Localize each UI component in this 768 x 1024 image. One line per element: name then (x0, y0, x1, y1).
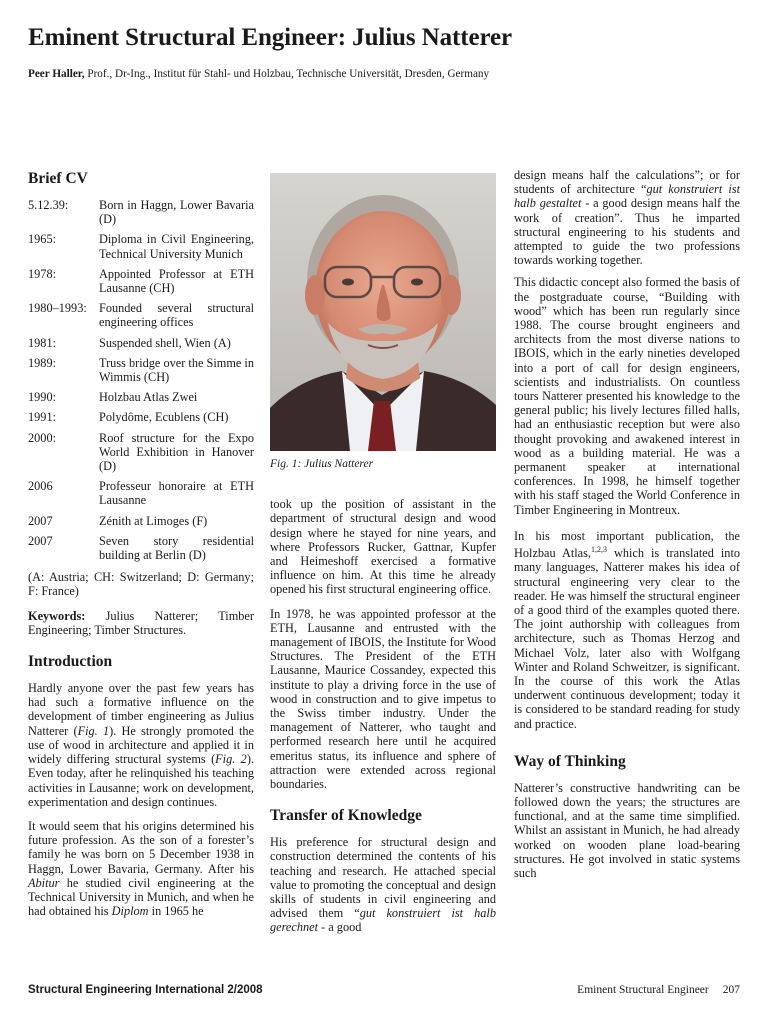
reference-superscript: 1,2,3 (590, 545, 607, 555)
right-paragraph-2: This didactic concept also formed the basis of the postgraduate course, “Building with wood” which has been run regularly since 1988. The course brought engineers and architects from the most diverse nations to IBOIS, which in the early nineties developed into a port of call for design engineers, scientists and industrialists. On countless tours Natterer presented his knowledge to the general public; his lively lectures filled halls, had an enthusiastic reception but were also thought provoking and awakened interest in wood as a building material. He was a permanent speaker at international conferences. In 1998, he himself together with his staff staged the World Conference in Timber Engineering in Montreux. (514, 275, 740, 517)
cv-event: Truss bridge over the Simme in Wimmis (CH) (99, 355, 254, 385)
cv-abbreviations: (A: Austria; CH: Switzerland; D: Germany; F: France) (28, 570, 254, 599)
cv-year: 5.12.39: (28, 198, 69, 212)
cv-entry (28, 336, 254, 350)
middle-column (270, 173, 496, 942)
cv-year: 2000: (28, 430, 57, 445)
cv-entry (28, 198, 254, 226)
article-title: Eminent Structural Engineer: Julius Natterer (28, 24, 512, 51)
cv-year: 1990: (28, 390, 57, 405)
fig2-reference: Fig. 2 (215, 752, 247, 767)
middle-paragraph-2: In 1978, he was appointed professor at the ETH, Lausanne and entrusted with the management of IBOIS, the Institute for Wood Structures. The President of the ETH Lausanne, Maurice Cossandey, expected this institute to play a driving force in the use of wood in construction and to give impetus to the Swiss timber industry. Under the management of Natterer, who taught and performed research here until he acquired emeritus status, its influence and sphere of attraction were extended across regional boundaries. (270, 606, 496, 792)
cv-event: Holzbau Atlas Zwei (99, 390, 198, 405)
cv-year: 2007 (28, 533, 53, 548)
cv-event: Zénith at Limoges (F) (99, 513, 208, 528)
cv-year: 2006 (28, 479, 53, 494)
cv-entry (28, 534, 254, 562)
way-of-thinking-heading: Way of Thinking (514, 752, 626, 770)
author-affiliation: Prof., Dr-Ing., Institut für Stahl- und Holzbau, Technische Universität, Dresden, Germany (84, 68, 490, 80)
keywords-text: Julius Natterer; Timber Engineering; Timber Structures. (28, 608, 254, 637)
author-name: Peer Haller, (28, 68, 85, 80)
footer-journal: Structural Engineering International 2/2008 (28, 984, 263, 996)
fig1-reference: Fig. 1 (77, 723, 110, 738)
cv-entry (28, 431, 254, 474)
cv-event: Professeur honoraire at ETH Lausanne (99, 479, 254, 508)
cv-event: Born in Haggn, Lower Bavaria (D) (99, 198, 254, 227)
cv-event: Diploma in Civil Engineering, Technical University Munich (99, 232, 254, 261)
left-column (28, 168, 254, 925)
cv-entry (28, 479, 254, 507)
page-number: 207 (722, 984, 740, 996)
middle-paragraph-3: His preference for structural design and construction determined the contents of his teaching and research. He attached special value to promoting the conceptual and design skills of students in civil engineering and advised them “gut konstruiert ist halb gerechnet - a good (270, 835, 496, 935)
cv-event: Appointed Professor at ETH Lausanne (CH) (99, 266, 254, 296)
cv-entry (28, 267, 254, 295)
right-paragraph-3: In his most important publication, the Holzbau Atlas,$^{1,2,3}$ which is translated into many languages, Natterer makes his idea of structural engineering very clear to the reader. He was himself the structural engineer of a good third of the examples quoted there. The joint authorship with colleagues from architecture, such as Thomas Herzog and Michael Volz, later also with Wolfgang Winter and Roland Schweitzer, is significant. In the course of this work the Atlas underwent continuous development; today it is considered to be standard reading for study and practice. (514, 528, 741, 731)
cv-event: Roof structure for the Expo World Exhibition in Hanover (D) (99, 430, 254, 474)
cv-entry (28, 232, 254, 260)
cv-year: 1991: (28, 410, 57, 425)
cv-list (28, 198, 254, 562)
cv-entry (28, 390, 254, 404)
cv-event: Founded several structural engineering offices (99, 301, 254, 330)
cv-event: Polydôme, Ecublens (CH) (99, 410, 229, 425)
cv-heading: Brief CV (28, 170, 88, 187)
footer-right (577, 984, 740, 996)
cv-year: 2007 (28, 513, 53, 528)
middle-paragraph-1: took up the position of assistant in the department of structural design and wood design where he stayed for nine years, and where Professors Rucker, Gattnar, Kupfer and Heimeshoff exercised a formative influence on him. At this time he already opened his first structural engineering office. (270, 497, 496, 597)
cv-entry (28, 410, 254, 424)
transfer-heading: Transfer of Knowledge (270, 807, 422, 825)
right-paragraph-4: Natterer’s constructive handwriting can be followed down the years; the structures are functional, and at the same time simplified. Whilst an assistant in Munich, he had already worked on wooden plane load-bearing structures. He got involved in static systems such (514, 780, 740, 881)
cv-entry (28, 356, 254, 384)
cv-year: 1989: (28, 355, 57, 370)
intro-paragraph-1: Hardly anyone over the past few years has had such a formative influence on the development of timber engineering as Julius Natterer (Fig. 1). He strongly promoted the use of wood in architecture and applied it in widely differing structural systems (Fig. 2). Even today, after he relinquished his teaching activities in Lausanne; work on development, experimentation and design continues. (28, 681, 255, 809)
cv-entry (28, 301, 254, 329)
keywords-label: Keywords: (28, 608, 86, 623)
cv-year: 1980–1993: (28, 301, 87, 316)
intro-paragraph-2: It would seem that his origins determined his future profession. As the son of a forester’s family he was born on 5 December 1938 in Haggn, Lower Bavaria, Germany. After his Abitur he studied civil engineering at the Technical University in Munich, and when he had obtained his Diplom in 1965 he (28, 818, 254, 919)
cv-year: 1978: (28, 266, 57, 281)
keywords (28, 609, 254, 637)
cv-year: 1981: (28, 335, 57, 350)
author-line (28, 68, 489, 80)
figure-caption: Fig. 1: Julius Natterer (270, 458, 374, 470)
footer-running-title: Eminent Structural Engineer (577, 984, 709, 996)
right-paragraph-1: design means half the calculations”; or for students of architecture “gut konstruiert ist halb gestaltet - a good design means half the work of creation”. Thus he imparted structural engineering to his students and attempted to guide the two professions towards working together. (514, 168, 740, 268)
cv-event: Suspended shell, Wien (A) (99, 335, 231, 350)
introduction-heading: Introduction (28, 653, 113, 671)
cv-event: Seven story residential building at Berlin (D) (99, 533, 254, 563)
portrait-illustration (270, 173, 496, 451)
right-column (514, 168, 740, 887)
cv-year: 1965: (28, 232, 57, 247)
portrait-photo (270, 173, 496, 451)
cv-entry (28, 514, 254, 528)
